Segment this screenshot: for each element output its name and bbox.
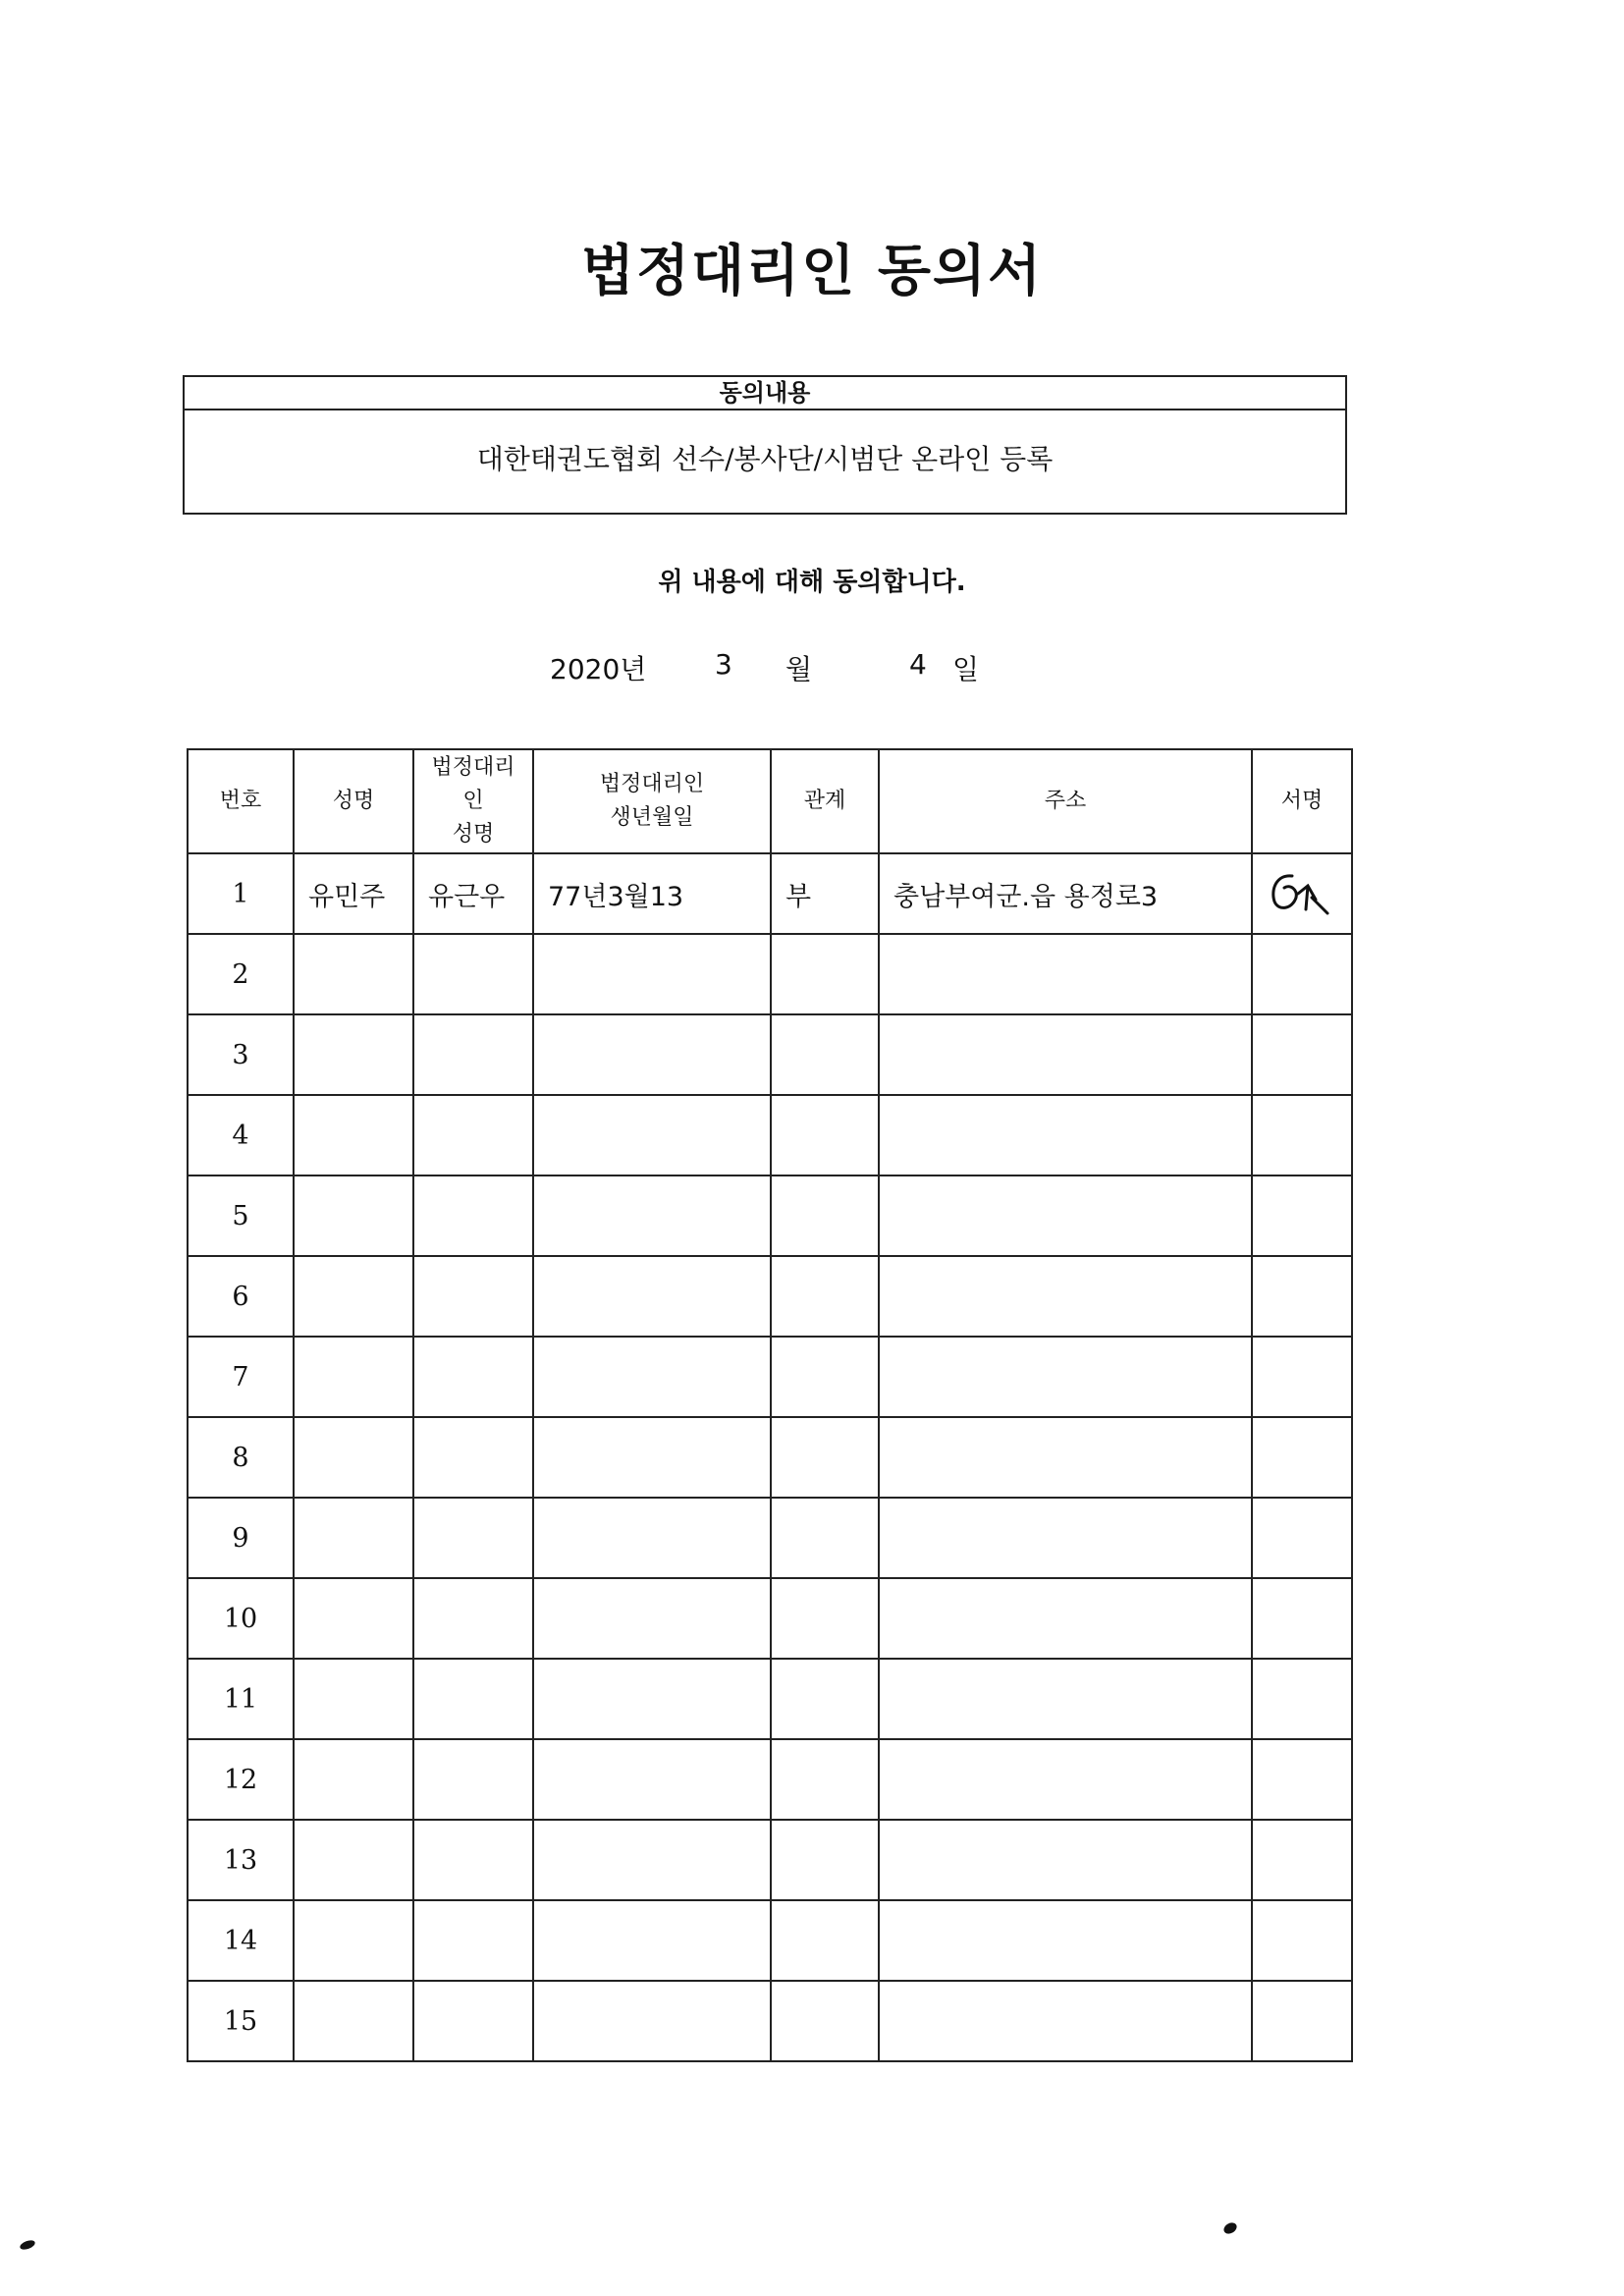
table-row xyxy=(188,1417,1352,1498)
address-cell xyxy=(879,1095,1252,1175)
student-name-cell xyxy=(294,934,413,1014)
guardian-birth-cell xyxy=(533,1014,771,1095)
table-header-row xyxy=(188,749,1352,853)
relation-cell xyxy=(771,1417,879,1498)
header-guardian-name xyxy=(413,749,533,853)
relation-cell xyxy=(771,1175,879,1256)
row-number: 9 xyxy=(188,1498,294,1578)
document-title: 법정대리인 동의서 xyxy=(580,240,1044,303)
table-row xyxy=(188,1498,1352,1578)
guardian-name-cell xyxy=(413,1900,533,1981)
guardian-name-cell xyxy=(413,1256,533,1337)
guardian-birth-cell xyxy=(533,1417,771,1498)
guardian-name-cell xyxy=(413,934,533,1014)
student-name-cell xyxy=(294,1417,413,1498)
row-number: 7 xyxy=(188,1337,294,1417)
consent-box xyxy=(183,375,1347,515)
relation-cell xyxy=(771,934,879,1014)
guardian-name-cell xyxy=(413,1095,533,1175)
signature-cell xyxy=(1252,1337,1352,1417)
relation-cell xyxy=(771,1014,879,1095)
address-cell xyxy=(879,1820,1252,1900)
signature-cell xyxy=(1252,1417,1352,1498)
scan-speck xyxy=(19,2239,36,2252)
header-guardian-birth xyxy=(533,749,771,853)
student-name-cell xyxy=(294,1900,413,1981)
guardian-birth-cell xyxy=(533,1578,771,1659)
address-cell xyxy=(879,1659,1252,1739)
header-line: 번호 xyxy=(219,789,262,813)
signature-cell xyxy=(1252,1739,1352,1820)
student-name-cell xyxy=(294,1498,413,1578)
signature-cell xyxy=(1252,1095,1352,1175)
consent-header: 동의내용 xyxy=(185,377,1345,410)
signature-cell xyxy=(1252,1659,1352,1739)
signature-cell xyxy=(1252,853,1352,934)
header-number xyxy=(188,749,294,853)
relation-cell xyxy=(771,1981,879,2061)
header-line: 생년월일 xyxy=(610,805,694,830)
table-row xyxy=(188,853,1352,934)
relation-cell xyxy=(771,1820,879,1900)
date-day-unit: 일 xyxy=(952,653,980,685)
guardian-name-cell xyxy=(413,1175,533,1256)
signature-cell xyxy=(1252,1578,1352,1659)
signature-cell xyxy=(1252,1256,1352,1337)
header-address xyxy=(879,749,1252,853)
header-relation xyxy=(771,749,879,853)
guardian-name-cell: 유근우 xyxy=(413,853,533,934)
table-body xyxy=(188,853,1352,2061)
guardian-birth-cell xyxy=(533,1095,771,1175)
date-month-unit: 월 xyxy=(785,653,813,685)
scan-speck xyxy=(1221,2220,1238,2236)
guardian-birth-cell xyxy=(533,1337,771,1417)
table-row xyxy=(188,1337,1352,1417)
address-cell xyxy=(879,1256,1252,1337)
row-number: 4 xyxy=(188,1095,294,1175)
row-number: 11 xyxy=(188,1659,294,1739)
address-cell xyxy=(879,1175,1252,1256)
relation-cell xyxy=(771,1337,879,1417)
address-cell xyxy=(879,1498,1252,1578)
student-name-cell xyxy=(294,1095,413,1175)
guardian-birth-cell xyxy=(533,1659,771,1739)
header-line: 법정대리 xyxy=(431,755,515,780)
guardian-name-cell xyxy=(413,1337,533,1417)
signature-cell xyxy=(1252,1498,1352,1578)
row-number: 14 xyxy=(188,1900,294,1981)
header-line: 법정대리인 xyxy=(599,772,705,796)
date-year: 2020년 xyxy=(550,653,647,685)
header-name xyxy=(294,749,413,853)
address-cell xyxy=(879,1417,1252,1498)
guardian-name-cell xyxy=(413,1820,533,1900)
guardian-name-cell xyxy=(413,1578,533,1659)
signature-cell xyxy=(1252,934,1352,1014)
consent-text: 대한태권도협회 선수/봉사단/시범단 온라인 등록 xyxy=(476,443,1054,475)
table-row xyxy=(188,1659,1352,1739)
relation-cell xyxy=(771,1256,879,1337)
address-cell xyxy=(879,1014,1252,1095)
table-row xyxy=(188,1981,1352,2061)
header-line: 서명 xyxy=(1280,789,1324,813)
guardian-name-cell xyxy=(413,1739,533,1820)
student-name-cell xyxy=(294,1981,413,2061)
handwritten-signature-icon xyxy=(1263,864,1341,923)
table-row xyxy=(188,1014,1352,1095)
relation-cell xyxy=(771,1739,879,1820)
row-number: 8 xyxy=(188,1417,294,1498)
table-row xyxy=(188,1175,1352,1256)
table-row xyxy=(188,1256,1352,1337)
table-row xyxy=(188,934,1352,1014)
guardian-birth-cell xyxy=(533,934,771,1014)
relation-cell xyxy=(771,1095,879,1175)
address-cell xyxy=(879,1900,1252,1981)
guardian-name-cell xyxy=(413,1498,533,1578)
header-line: 주소 xyxy=(1044,789,1087,813)
address-cell xyxy=(879,1337,1252,1417)
header-line: 관계 xyxy=(803,789,846,813)
guardian-birth-cell xyxy=(533,1175,771,1256)
header-signature xyxy=(1252,749,1352,853)
row-number: 2 xyxy=(188,934,294,1014)
student-name-cell xyxy=(294,1256,413,1337)
guardian-birth-cell xyxy=(533,1256,771,1337)
relation-cell: 부 xyxy=(771,853,879,934)
header-line: 인 xyxy=(462,789,484,813)
row-number: 13 xyxy=(188,1820,294,1900)
student-name-cell xyxy=(294,1578,413,1659)
guardian-name-cell xyxy=(413,1659,533,1739)
row-number: 6 xyxy=(188,1256,294,1337)
header-line: 성명 xyxy=(332,789,375,813)
guardian-birth-cell xyxy=(533,1739,771,1820)
signature-cell xyxy=(1252,1820,1352,1900)
row-number: 15 xyxy=(188,1981,294,2061)
guardian-table xyxy=(187,748,1353,2062)
student-name-cell xyxy=(294,1659,413,1739)
student-name-cell: 유민주 xyxy=(294,853,413,934)
relation-cell xyxy=(771,1578,879,1659)
address-cell xyxy=(879,1578,1252,1659)
guardian-birth-cell: 77년3월13 xyxy=(533,853,771,934)
guardian-name-cell xyxy=(413,1014,533,1095)
address-cell: 충남부여군.읍 용정로3 xyxy=(879,853,1252,934)
row-number: 12 xyxy=(188,1739,294,1820)
guardian-birth-cell xyxy=(533,1820,771,1900)
table-row xyxy=(188,1578,1352,1659)
date-month: 3 xyxy=(715,648,732,681)
guardian-birth-cell xyxy=(533,1981,771,2061)
header-line: 성명 xyxy=(452,822,495,847)
relation-cell xyxy=(771,1900,879,1981)
guardian-name-cell xyxy=(413,1981,533,2061)
guardian-name-cell xyxy=(413,1417,533,1498)
student-name-cell xyxy=(294,1337,413,1417)
guardian-birth-cell xyxy=(533,1498,771,1578)
address-cell xyxy=(879,1739,1252,1820)
row-number: 10 xyxy=(188,1578,294,1659)
student-name-cell xyxy=(294,1820,413,1900)
signature-cell xyxy=(1252,1981,1352,2061)
table-row xyxy=(188,1739,1352,1820)
row-number: 1 xyxy=(188,853,294,934)
row-number: 3 xyxy=(188,1014,294,1095)
student-name-cell xyxy=(294,1175,413,1256)
signature-cell xyxy=(1252,1900,1352,1981)
address-cell xyxy=(879,1981,1252,2061)
relation-cell xyxy=(771,1498,879,1578)
table-row xyxy=(188,1820,1352,1900)
table-row xyxy=(188,1900,1352,1981)
agree-statement: 위 내용에 대해 동의합니다. xyxy=(658,568,966,597)
table-row xyxy=(188,1095,1352,1175)
student-name-cell xyxy=(294,1739,413,1820)
student-name-cell xyxy=(294,1014,413,1095)
date-day: 4 xyxy=(909,648,927,681)
signature-cell xyxy=(1252,1175,1352,1256)
relation-cell xyxy=(771,1659,879,1739)
row-number: 5 xyxy=(188,1175,294,1256)
guardian-birth-cell xyxy=(533,1900,771,1981)
address-cell xyxy=(879,934,1252,1014)
signature-cell xyxy=(1252,1014,1352,1095)
